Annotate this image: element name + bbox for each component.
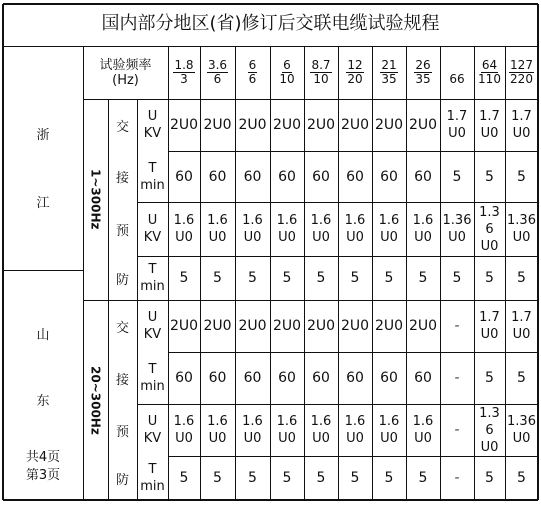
table-cell: 5 [384,270,394,286]
test-type-bottom: 接 [115,171,129,186]
table-cell: 5 [282,270,292,286]
table-cell: 2U0 [272,318,302,334]
table-cell: 2U0 [340,318,370,334]
table-cell: 5 [316,270,326,286]
voltage-fraction [448,59,465,86]
voltage-fraction [279,59,294,86]
voltage-fraction [310,59,331,86]
param-label [137,256,168,300]
frequency-range [83,99,108,300]
table-cell: 2U0 [408,318,438,334]
voltage-class-header [440,46,474,99]
table-cell: 1.36 U0 [479,405,500,455]
table-cell: 60 [312,168,330,185]
voltage-line: 35 [381,72,397,86]
table-cell: 60 [414,168,432,185]
province-dong: 东 [36,393,50,409]
table-cell: 1.6 U0 [412,213,434,245]
table-cell: 5 [350,470,360,486]
param-symbol: T [148,262,157,277]
table-cell: 5 [517,370,526,386]
table-cell: 60 [380,370,398,386]
voltage-class-header [270,46,304,99]
voltage-class-header [474,46,505,99]
page-current: 第3页 [25,467,61,483]
table-cell: 5 [213,470,222,486]
table-cell: 60 [414,370,432,386]
table-cell: 2U0 [408,117,438,133]
voltage-class-header [168,46,200,99]
param-symbol: U [147,213,158,228]
frequency-range-label: 20~300Hz [88,365,103,435]
param-unit: min [140,479,165,494]
voltage-phase: 6 [283,58,291,72]
voltage-line: 6 [213,72,222,86]
table-cell: 1.6 U0 [276,414,298,446]
table-cell: 2U0 [169,318,199,334]
table-cell: 1.7 U0 [479,109,500,141]
table-cell: 1.6 U0 [173,414,195,446]
table-cell: 5 [485,370,494,386]
table-cell: 5 [418,270,428,286]
table-cell: 60 [175,370,193,386]
param-symbol: U [147,310,158,325]
param-label [137,300,168,352]
voltage-fraction [380,59,397,86]
table-cell: 5 [213,270,222,286]
voltage-class-header [338,46,372,99]
table-cell: - [454,370,460,386]
test-type-top: 交 [115,320,129,336]
table-cell: 1.6 U0 [242,414,263,446]
grid-line [3,270,83,271]
param-label [137,456,168,500]
voltage-line: 3 [180,72,188,86]
param-unit: KV [143,126,162,141]
test-type-bottom: 防 [115,472,129,488]
table-cell: 5 [384,470,394,486]
voltage-fraction [248,59,258,86]
voltage-line: 35 [415,72,431,86]
table-cell: 2U0 [340,117,370,133]
table-cell: 1.7 U0 [511,310,532,342]
table-cell: 60 [312,370,330,386]
voltage-line: 6 [248,72,257,86]
voltage-class-header [200,46,235,99]
table-cell: 1.6 U0 [173,213,195,245]
voltage-fraction [478,59,501,86]
table-cell: 60 [208,370,227,386]
table-cell: 1.6 U0 [242,213,263,245]
table-cell: 1.36 U0 [479,204,500,254]
table-cell: 5 [517,470,526,486]
table-cell: 5 [452,270,462,286]
voltage-line: 10 [279,72,295,86]
table-cell: 2U0 [306,117,336,133]
table-cell: 60 [278,168,296,185]
table-cell: 2U0 [374,117,404,133]
table-cell: 5 [248,470,257,486]
test-type-bottom: 接 [115,372,129,388]
voltage-phase: 12 [347,58,363,72]
table-cell: 1.6 U0 [412,414,434,446]
voltage-class-header [304,46,338,99]
table-cell: 2U0 [238,318,267,334]
test-type-top: 预 [115,223,129,239]
voltage-phase: 127 [510,58,533,72]
voltage-line: 220 [510,72,533,86]
frequency-header [83,46,168,99]
table-cell: 5 [179,270,189,286]
frequency-range-label: 1~300Hz [88,169,103,230]
table-cell: 1.7 U0 [479,310,500,342]
voltage-phase: 64 [481,58,498,72]
param-symbol: U [147,109,158,124]
param-symbol: U [147,414,158,429]
param-label [137,99,168,151]
param-unit: min [140,379,165,394]
table-cell: 2U0 [272,117,302,133]
param-label [137,404,168,456]
voltage-phase: 1.8 [174,58,194,72]
table-cell: 1.36 U0 [507,213,536,245]
voltage-class-header [235,46,270,99]
table-cell: 1.6 U0 [344,213,366,245]
table-cell: 1.6 U0 [207,414,228,446]
table-cell: 60 [346,168,364,185]
frequency-unit: (Hz) [112,72,139,88]
table-cell: 1.6 U0 [310,414,332,446]
table-cell: 1.7 U0 [511,109,532,141]
table-cell: 5 [517,270,526,286]
table-cell: 2U0 [169,117,199,133]
voltage-class-header [505,46,538,99]
voltage-fraction [207,59,228,86]
table-cell: 60 [346,370,364,386]
table-cell: 60 [175,168,193,185]
param-unit: min [140,177,165,193]
table-cell: 5 [485,270,494,286]
param-label [137,202,168,256]
voltage-phase: 6 [248,58,257,72]
param-unit: KV [143,327,162,342]
voltage-fraction [414,59,431,86]
voltage-fraction [509,59,534,86]
voltage-line: 66 [449,72,465,86]
param-label [137,151,168,202]
page-title: 国内部分地区(省)修订后交联电缆试验规程 [101,13,440,34]
province-jiang: 江 [36,195,50,211]
test-type-top: 预 [115,424,129,440]
table-cell: 1.6 U0 [276,213,298,245]
table-cell: 60 [243,168,262,185]
param-unit: KV [143,431,162,446]
voltage-line: 10 [313,72,329,86]
table-cell: 5 [248,270,257,286]
param-unit: min [140,279,165,294]
frequency-label: 试验频率 [99,57,152,73]
frequency-range [83,300,108,500]
param-unit: KV [143,230,162,245]
voltage-class-header [406,46,440,99]
table-cell: 1.36 U0 [507,414,536,446]
voltage-phase: 8.7 [311,58,331,72]
test-type-bottom: 防 [115,272,129,288]
table-cell: 60 [243,370,262,386]
table-cell: 5 [316,470,326,486]
table-cell: 2U0 [306,318,336,334]
table-cell: 60 [278,370,296,386]
province-shan: 山 [36,327,50,343]
province-zhe: 浙 [36,127,50,143]
voltage-phase: 26 [415,58,431,72]
table-cell: 1.7 U0 [446,109,468,141]
param-symbol: T [148,160,157,176]
table-cell: 5 [485,470,494,486]
table-cell: - [454,422,460,438]
voltage-phase: 3.6 [207,58,228,72]
test-type-top: 交 [115,119,129,135]
table-cell: 2U0 [203,318,232,334]
table-cell: 5 [179,470,189,486]
param-symbol: T [148,462,157,477]
table-cell: 1.6 U0 [207,213,228,245]
table-cell: 5 [418,470,428,486]
table-cell: 5 [485,168,494,185]
table-cell: 60 [208,168,227,185]
table-cell: 1.6 U0 [378,414,400,446]
table-cell: - [454,318,460,334]
table-cell: 2U0 [374,318,404,334]
table-cell: 5 [517,168,526,185]
voltage-line: 110 [478,72,501,86]
table-cell: 1.6 U0 [344,414,366,446]
table-cell: 5 [282,470,292,486]
table-cell: 1.6 U0 [310,213,332,245]
table-cell: 5 [350,270,360,286]
voltage-fraction [346,59,363,86]
table-cell: 5 [452,168,462,185]
table-cell: 2U0 [203,117,232,133]
voltage-phase: 21 [381,58,397,72]
voltage-fraction [173,59,194,86]
voltage-line: 20 [347,72,363,86]
province-label [3,78,83,114]
table-cell: 2U0 [238,117,267,133]
table-cell: - [454,470,460,486]
voltage-class-header [372,46,406,99]
table-cell: 1.36 U0 [442,213,472,245]
page-total: 共4页 [25,449,61,465]
param-symbol: T [148,362,157,377]
table-cell: 60 [380,168,398,185]
param-label [137,352,168,404]
table-cell: 1.6 U0 [378,213,400,245]
